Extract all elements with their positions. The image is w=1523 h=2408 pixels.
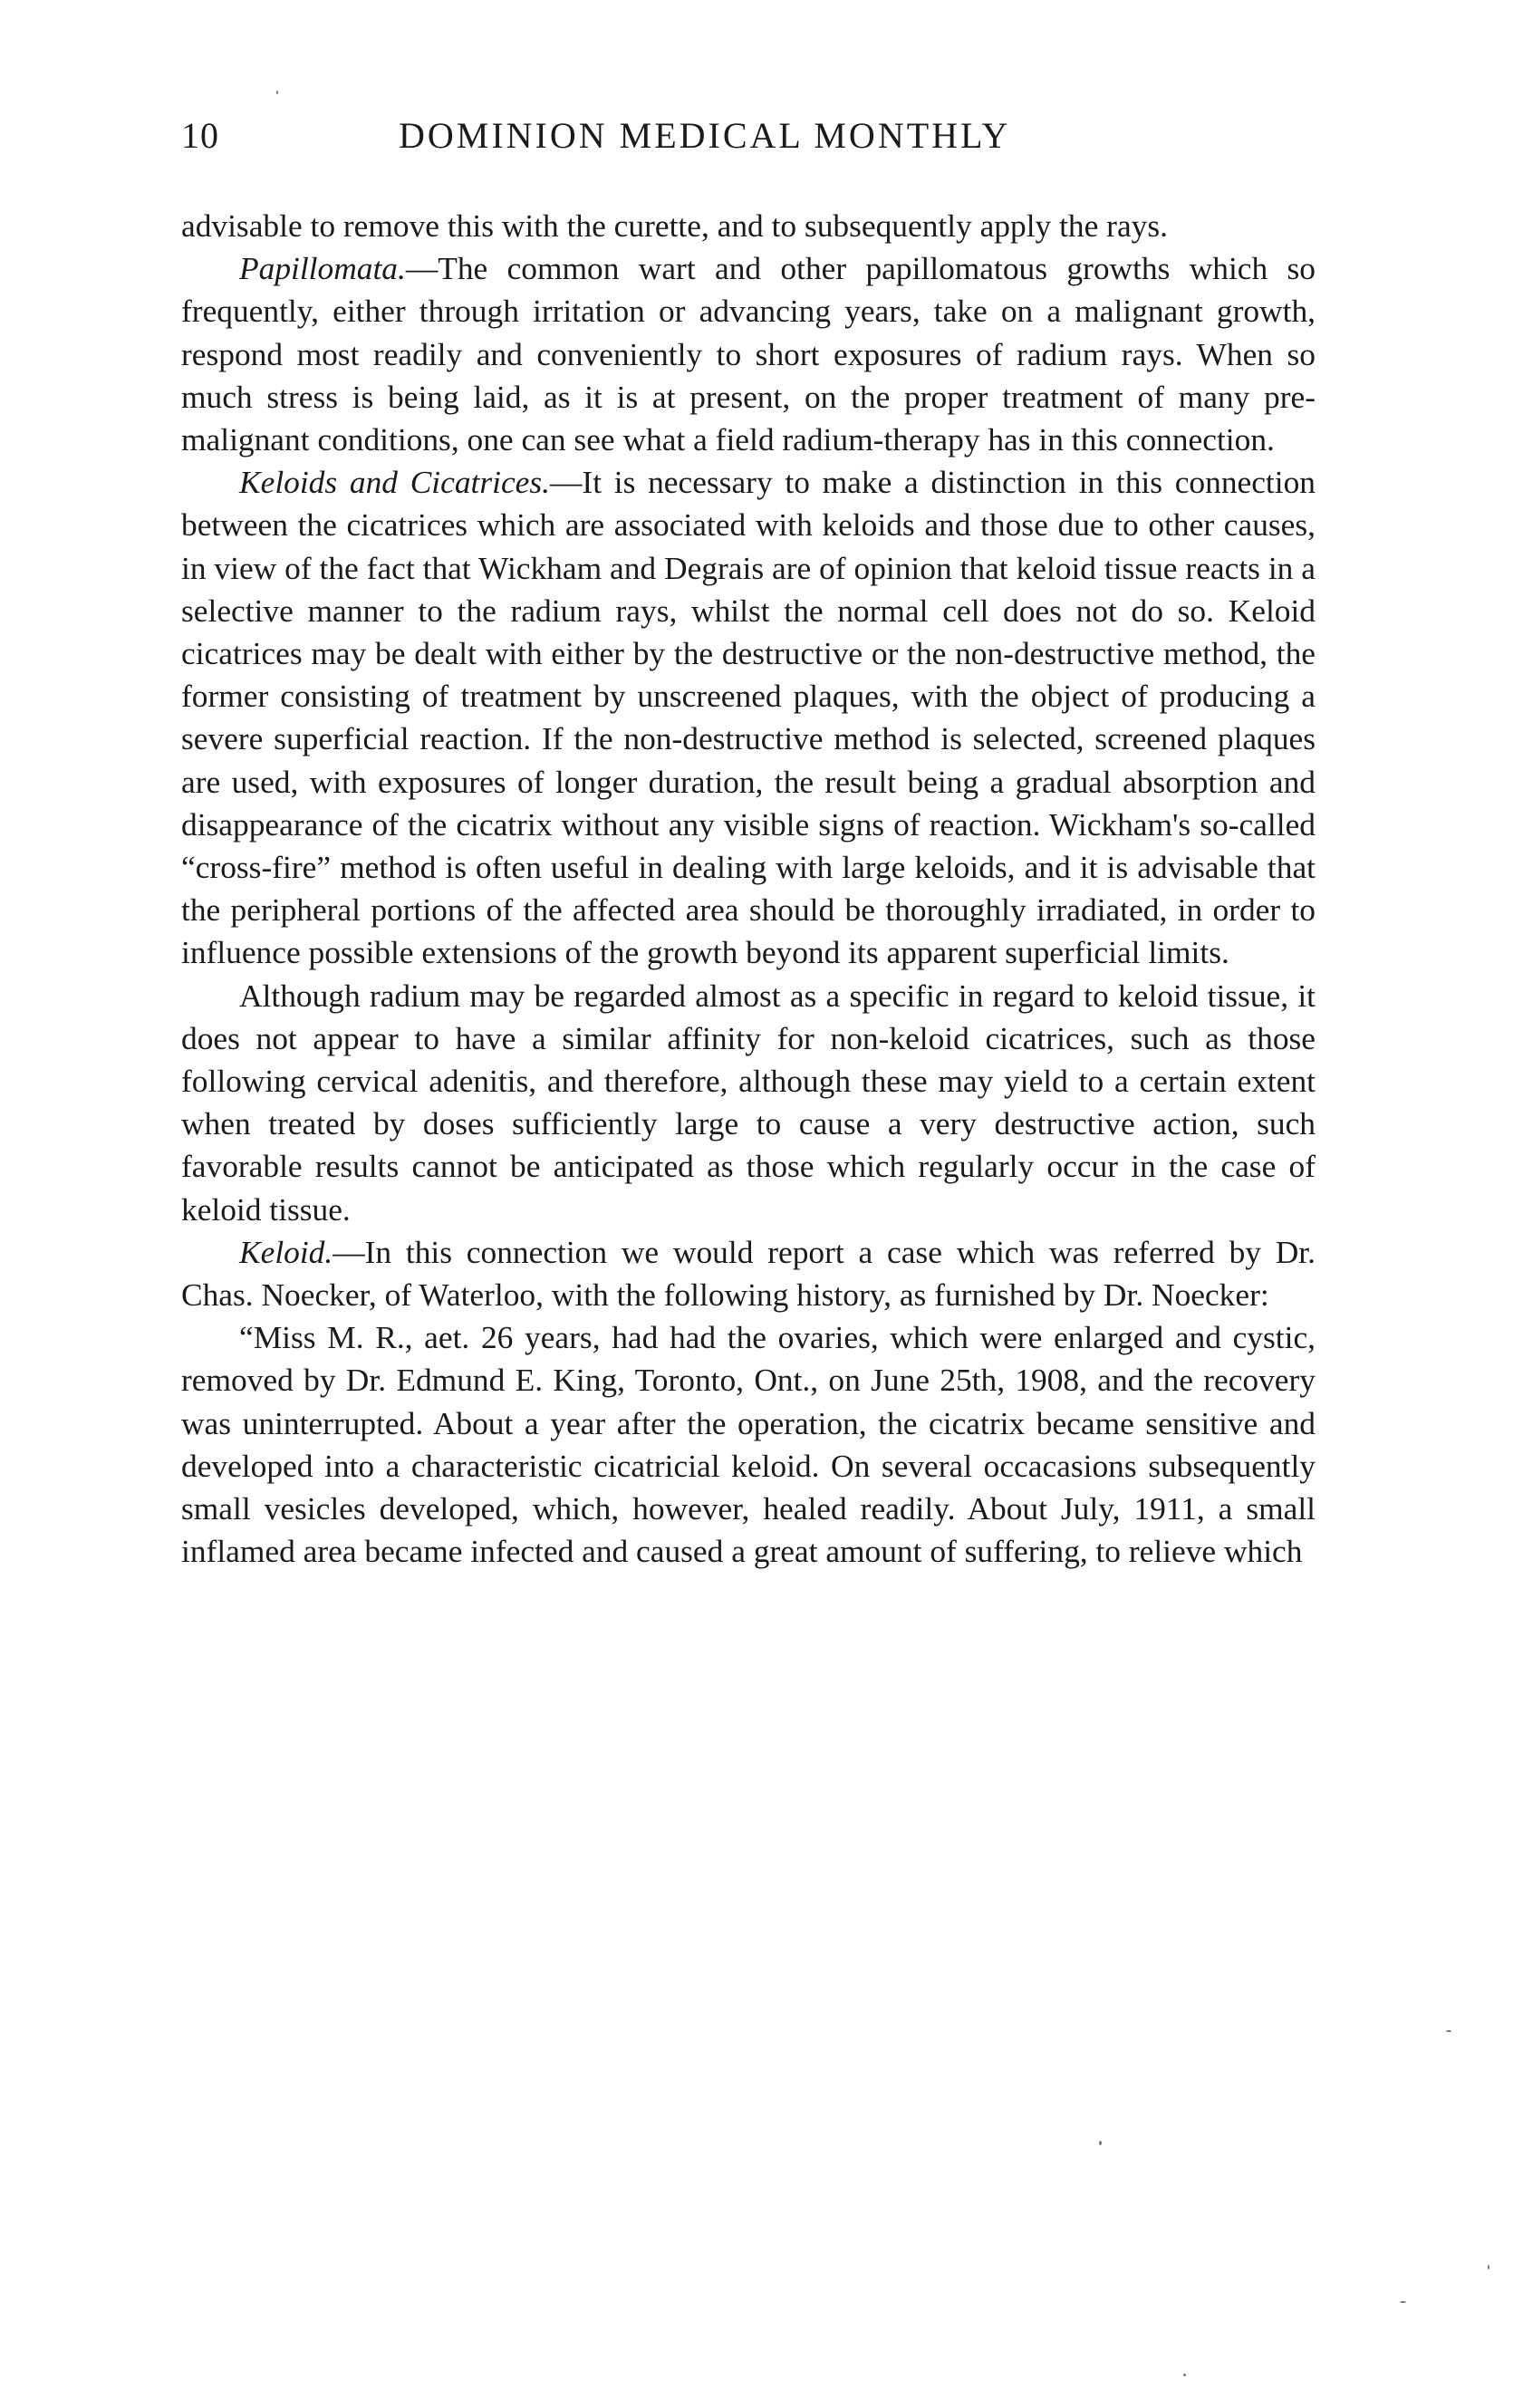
- paragraph-heading: Keloids and Cicatrices.: [239, 464, 551, 501]
- scan-speck: [1446, 2030, 1451, 2032]
- paragraph: [181, 205, 1316, 247]
- page-number: 10: [181, 115, 219, 156]
- paragraph-papillomata: [181, 247, 1316, 461]
- paragraph-case-history: [181, 1316, 1316, 1573]
- paragraph-text: Although radium may be regarded almost as a specific in regard to keloid tissue, it does not appear to have a similar affinity for non-keloid cicatrices, such as those following cervical adenitis, and therefore, although these may yield to a certain extent when treated by doses sufficiently large to cause a very destructive action, such favorable results cannot be anticipated as those which regularly occur in the case of keloid tissue.: [181, 977, 1316, 1228]
- paragraph-keloid: [181, 1231, 1316, 1316]
- page-header: [181, 114, 1332, 169]
- paragraph-text: —The common wart and other papillomatous growths which so frequently, either through irritation or advancing years, take on a malignant growth, respond most readily and conveniently to short exposures of radium rays. When so much stress is being laid, as it is at present, on the proper treatment of many pre-malignant conditions, one can see what a field radium-therapy has in this connection.: [181, 250, 1316, 458]
- scan-speck: [1400, 2301, 1406, 2303]
- paragraph-heading: Papillomata.: [239, 250, 406, 287]
- scan-speck: [1488, 2265, 1489, 2269]
- running-title: DOMINION MEDICAL MONTHLY: [399, 115, 1011, 156]
- paragraph-heading: Keloid.: [239, 1233, 333, 1270]
- article-body: [181, 205, 1316, 1574]
- paragraph-text: —In this connection we would report a case which was referred by Dr. Chas. Noecker, of Waterloo, with the following history, as furnished by Dr. Noecker:: [181, 1233, 1316, 1314]
- scan-speck: [276, 91, 278, 94]
- paragraph-text: “Miss M. R., aet. 26 years, had had the ovaries, which were enlarged and cystic, removed by Dr. Edmund E. King, Toronto, Ont., on June 25th, 1908, and the recovery was uninterrupted. About a year after the operation, the cicatrix became sensitive and developed into a characteristic cicatricial keloid. On several occacasions subsequently small vesicles developed, which, however, healed readily. About July, 1911, a small inflamed area became infected and caused a great amount of suffering, to relieve which: [181, 1319, 1316, 1570]
- paragraph-text: —It is necessary to make a distinction in this connection between the cicatrices which are associated with keloids and those due to other causes, in view of the fact that Wickham and Degrais are of opinion that keloid tissue reacts in a selective manner to the radium rays, whilst the normal cell does not do so. Keloid cicatrices may be dealt with either by the destructive or the non-destructive method, the former consisting of treatment by unscreened plaques, with the object of producing a severe superficial reaction. If the non-destructive method is selected, screened plaques are used, with exposures of longer duration, the result being a gradual absorption and disappearance of the cicatrix without any visible signs of reaction. Wickham's so-called “cross-fire” method is often useful in dealing with large keloids, and it is advisable that the peripheral portions of the affected area should be thoroughly irradiated, in order to influence possible extensions of the growth beyond its apparent superficial limits.: [181, 464, 1316, 971]
- paragraph: [181, 975, 1316, 1231]
- scan-speck: [1183, 2374, 1186, 2376]
- paragraph-keloids-and-cicatrices: [181, 461, 1316, 974]
- scan-speck: [1099, 2141, 1102, 2145]
- paragraph-text: advisable to remove this with the curette, and to subsequently apply the rays.: [181, 207, 1168, 244]
